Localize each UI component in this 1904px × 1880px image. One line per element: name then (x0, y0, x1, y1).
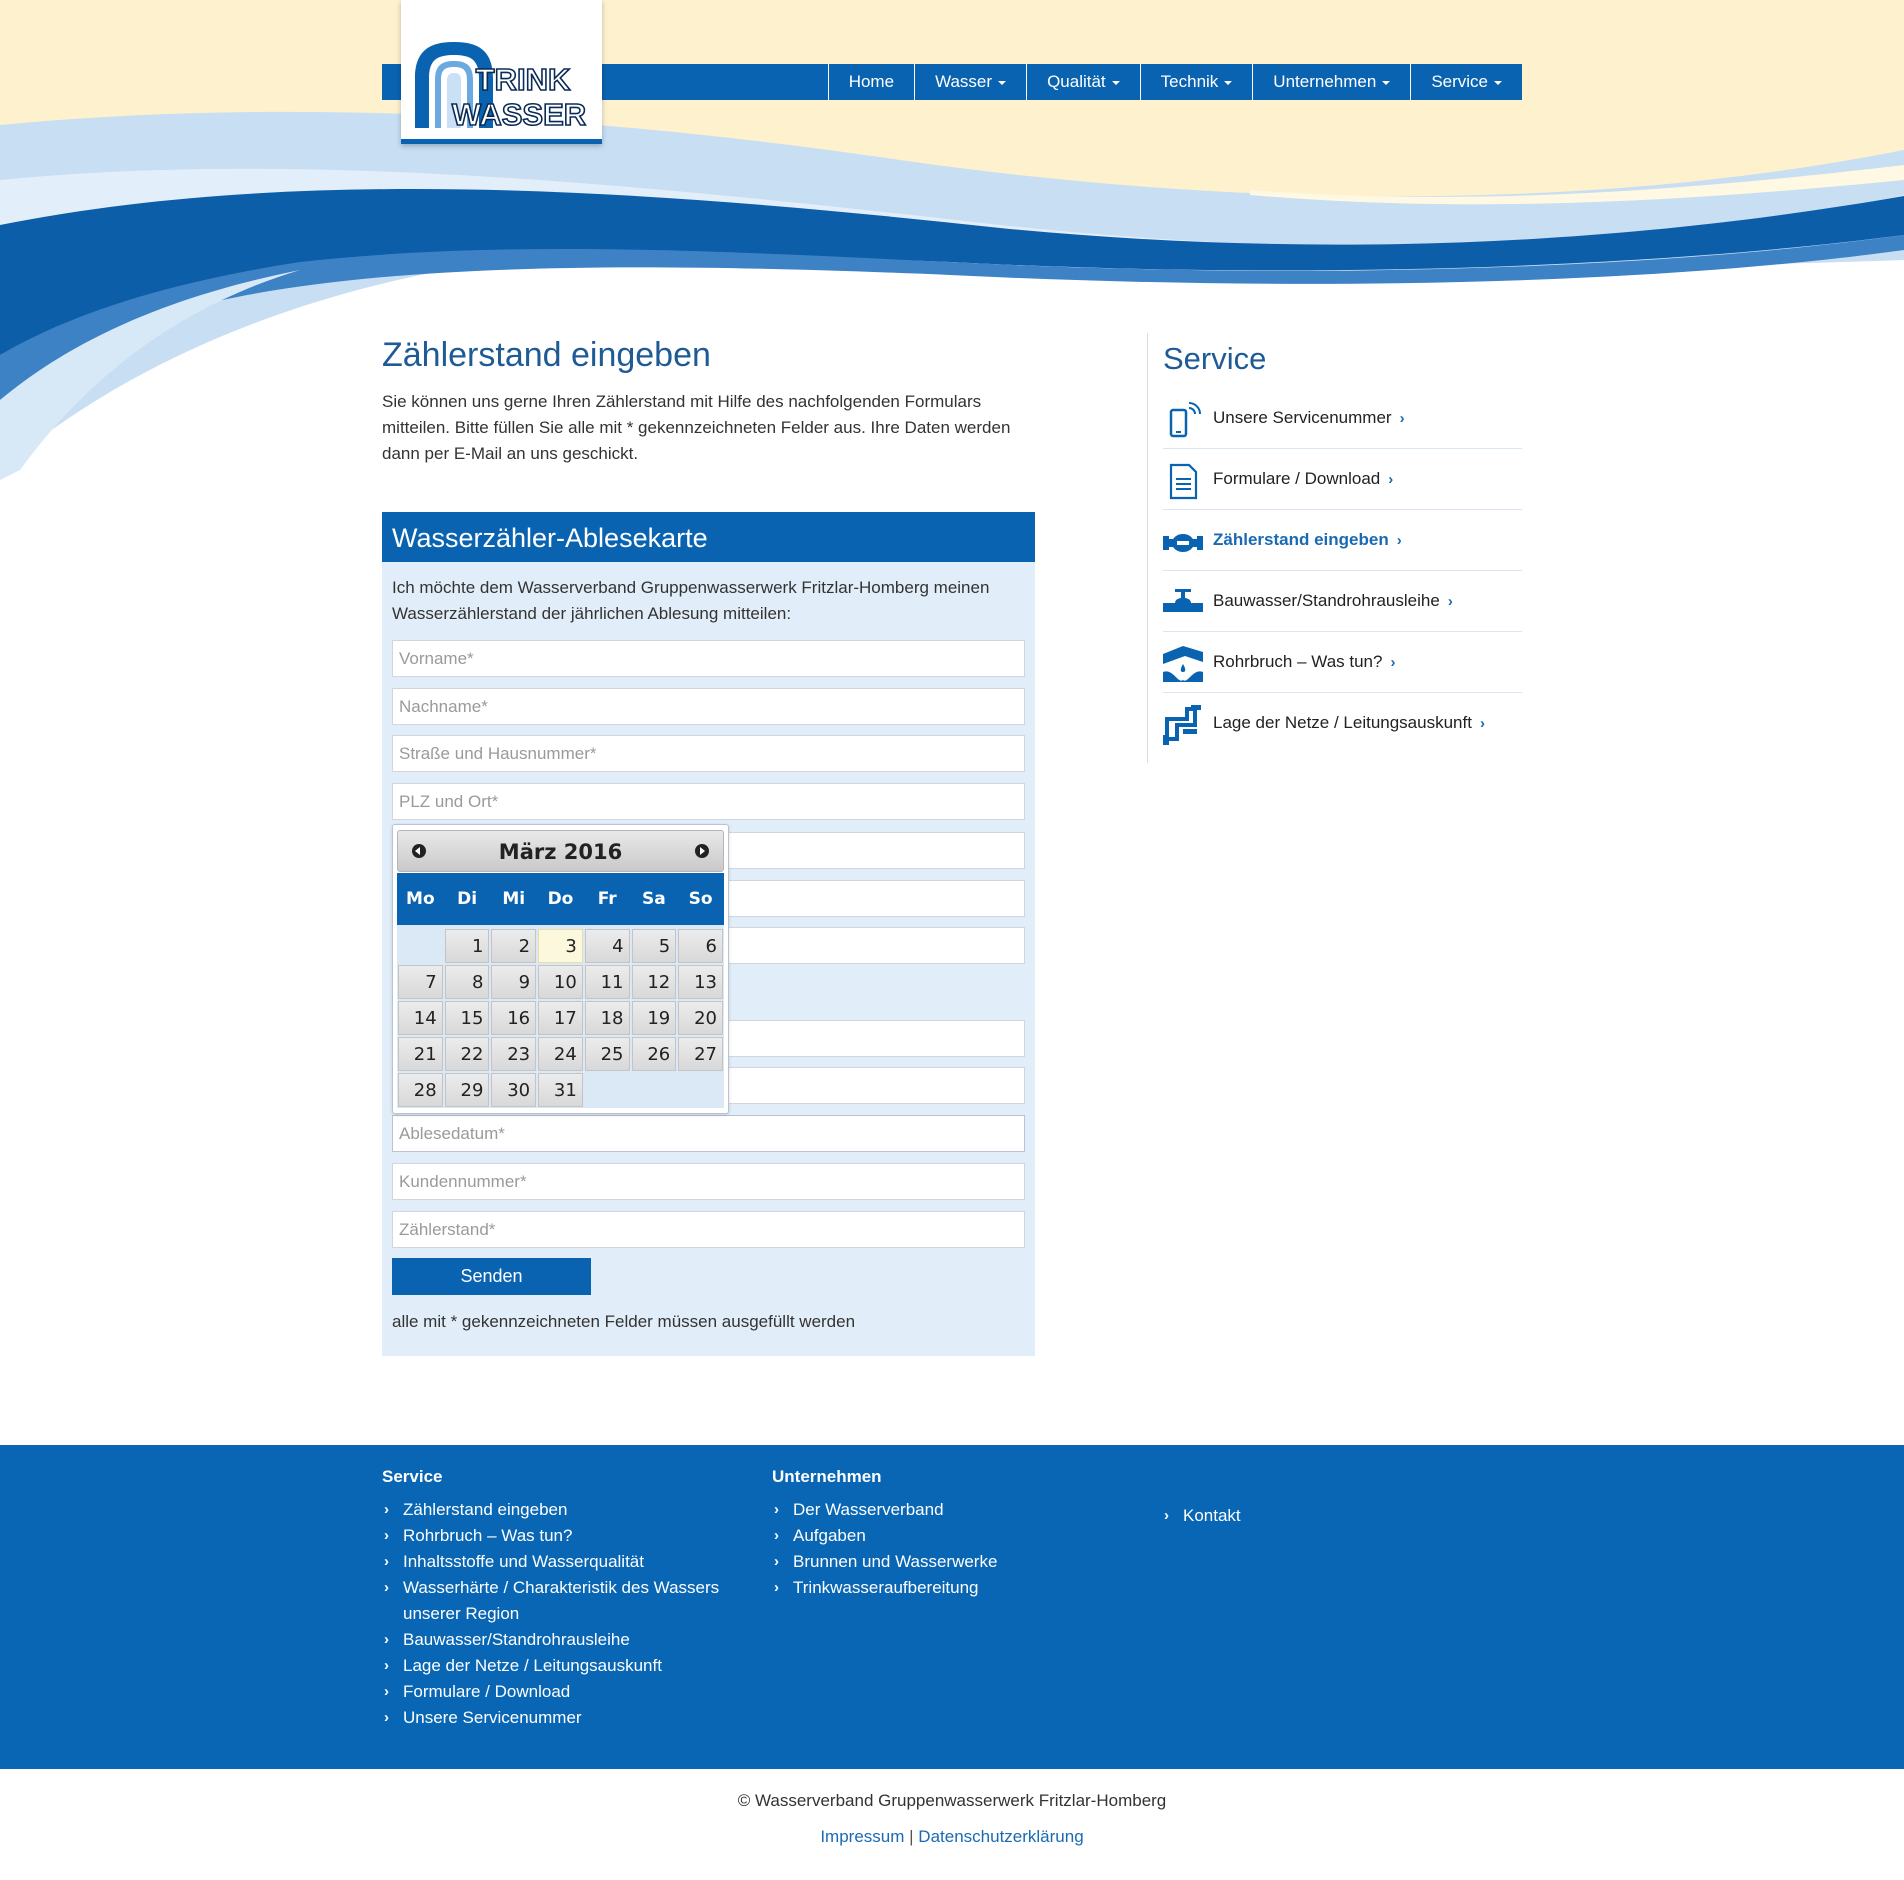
datepicker-header (397, 830, 724, 872)
footer-link[interactable] (772, 1549, 1132, 1575)
footer-link[interactable] (772, 1575, 1132, 1601)
weekday-header: Sa (631, 873, 678, 925)
calendar-cell (490, 925, 537, 964)
sidebar-item-formulare[interactable] (1163, 449, 1522, 510)
plz-ort-field[interactable] (392, 783, 1025, 820)
calendar-day[interactable]: 11 (585, 965, 630, 999)
footer-links-service (382, 1497, 742, 1731)
next-month-icon[interactable] (695, 844, 709, 858)
footer-link-label: Lage der Netze / Leitungsauskunft (403, 1656, 662, 1675)
site-logo[interactable] (401, 0, 602, 144)
calendar-day[interactable]: 14 (398, 1001, 443, 1035)
calendar-day[interactable]: 2 (491, 929, 536, 963)
footer-link[interactable] (382, 1549, 742, 1575)
calendar-day[interactable]: 19 (632, 1001, 677, 1035)
footer (0, 1445, 1904, 1769)
calendar-cell (397, 925, 444, 964)
nav-item-unternehmen[interactable] (1252, 64, 1410, 100)
caret-down-icon (1224, 81, 1232, 85)
sidebar-title: Service (1163, 341, 1267, 376)
legal-links (0, 1827, 1904, 1847)
calendar-cell (677, 964, 724, 1000)
calendar-day[interactable]: 31 (538, 1073, 583, 1107)
sidebar-item-label: Formulare / Download › (1213, 469, 1394, 488)
calendar-day[interactable]: 9 (491, 965, 536, 999)
chevron-right-icon: › (1388, 471, 1394, 488)
calendar-cell (537, 925, 584, 964)
calendar-day[interactable]: 1 (445, 929, 490, 963)
strasse-field[interactable] (392, 735, 1025, 772)
calendar-day[interactable]: 20 (678, 1001, 723, 1035)
calendar-cell (444, 964, 491, 1000)
legal-separator: | (909, 1827, 914, 1846)
phone-icon (1163, 400, 1203, 440)
chevron-right-icon: › (774, 1579, 779, 1596)
caret-down-icon (1494, 81, 1502, 85)
nav-label: Home (848, 72, 895, 91)
calendar-day[interactable]: 7 (398, 965, 443, 999)
send-button[interactable]: Senden (392, 1258, 591, 1295)
calendar-cell (397, 964, 444, 1000)
footer-link-label: Der Wasserverband (793, 1500, 944, 1519)
calendar-cell (490, 964, 537, 1000)
calendar-cell (397, 1000, 444, 1036)
chevron-right-icon: › (1399, 410, 1405, 427)
calendar-cell (584, 925, 631, 964)
calendar-cell (444, 1000, 491, 1036)
footer-link-label: Kontakt (1183, 1506, 1241, 1525)
calendar-cell (397, 1036, 444, 1072)
calendar-day[interactable]: 6 (678, 929, 723, 963)
footer-link-label: Wasserhärte / Charakteristik des Wassers unserer Region (403, 1578, 720, 1623)
footer-link[interactable] (382, 1497, 742, 1523)
nav-item-home[interactable] (828, 64, 914, 100)
calendar-cell (444, 925, 491, 964)
footer-link-label: Rohrbruch – Was tun? (403, 1526, 573, 1545)
chevron-right-icon: › (384, 1527, 389, 1544)
chevron-right-icon: › (384, 1683, 389, 1700)
caret-down-icon (998, 81, 1006, 85)
datepicker-calendar (397, 873, 724, 1108)
required-note: alle mit * gekennzeichneten Felder müssen ausgefüllt werden (392, 1312, 856, 1331)
caret-down-icon (1112, 81, 1120, 85)
calendar-day[interactable]: 5 (632, 929, 677, 963)
calendar-cell (537, 1000, 584, 1036)
chevron-right-icon: › (774, 1501, 779, 1518)
calendar-day[interactable]: 8 (445, 965, 490, 999)
footer-link-label: Brunnen und Wasserwerke (793, 1552, 998, 1571)
calendar-cell (631, 964, 678, 1000)
nav-item-technik[interactable] (1140, 64, 1253, 100)
nav-label: Wasser (935, 72, 993, 91)
sidebar-item-zaehlerstand[interactable] (1163, 510, 1522, 571)
sidebar-item-netze[interactable] (1163, 693, 1522, 754)
copyright-text: © Wasserverband Gruppenwasserwerk Fritzlar-Homberg (737, 1791, 1167, 1810)
chevron-right-icon: › (384, 1501, 389, 1518)
kundennummer-field[interactable] (392, 1163, 1025, 1200)
nav-items (828, 64, 1522, 100)
calendar-day[interactable]: 29 (445, 1073, 490, 1107)
sidebar-item-bauwasser[interactable] (1163, 571, 1522, 632)
sidebar-nav (1163, 388, 1522, 754)
calendar-day[interactable]: 28 (398, 1073, 443, 1107)
footer-link[interactable] (382, 1705, 742, 1731)
calendar-cell (584, 1000, 631, 1036)
sidebar-divider (1147, 333, 1148, 763)
sidebar-item-label: Rohrbruch – Was tun? › (1213, 652, 1396, 671)
sidebar-item-label: Unsere Servicenummer › (1213, 408, 1405, 427)
calendar-day[interactable]: 22 (445, 1037, 490, 1071)
sidebar-item-servicenummer[interactable] (1163, 388, 1522, 449)
calendar-cell (631, 1036, 678, 1072)
calendar-day[interactable]: 18 (585, 1001, 630, 1035)
sidebar-item-label: Bauwasser/Standrohrausleihe › (1213, 591, 1453, 610)
calendar-day[interactable]: 26 (632, 1037, 677, 1071)
footer-link-label: Zählerstand eingeben (403, 1500, 568, 1519)
intro-text: Sie können uns gerne Ihren Zählerstand mit Hilfe des nachfolgenden Formulars mitteilen. Bitte füllen Sie alle mit * gekennzeichneten Felder aus. Ihre Daten werden dann per E-Mail an uns geschickt. (382, 392, 1011, 463)
form-heading: Wasserzähler-Ablesekarte (382, 512, 1035, 562)
zaehlerstand-field[interactable] (392, 1211, 1025, 1248)
calendar-cell (490, 1000, 537, 1036)
nachname-field[interactable] (392, 688, 1025, 725)
chevron-right-icon: › (1479, 715, 1485, 732)
calendar-cell (584, 1072, 631, 1108)
calendar-cell (537, 1036, 584, 1072)
calendar-day[interactable]: 30 (491, 1073, 536, 1107)
trinkwasser-logo-icon (409, 38, 595, 130)
calendar-week-row (397, 925, 724, 964)
footer-link-label: Unsere Servicenummer (403, 1708, 582, 1727)
weekday-row (397, 873, 724, 925)
footer-link[interactable] (382, 1653, 742, 1679)
datenschutz-link[interactable]: Datenschutzerklärung (918, 1827, 1084, 1846)
footer-col-title: Service (382, 1467, 443, 1486)
calendar-cell (677, 1072, 724, 1108)
footer-links-kontakt (1162, 1503, 1462, 1529)
calendar-day[interactable]: 12 (632, 965, 677, 999)
footer-link[interactable] (382, 1627, 742, 1653)
footer-link-label: Inhaltsstoffe und Wasserqualität (403, 1552, 644, 1571)
chevron-right-icon: › (1396, 532, 1402, 549)
vorname-field[interactable] (392, 640, 1025, 677)
calendar-week-row (397, 964, 724, 1000)
calendar-day[interactable]: 10 (538, 965, 583, 999)
nav-item-wasser[interactable] (914, 64, 1026, 100)
sidebar-item-label: Lage der Netze / Leitungsauskunft › (1213, 713, 1485, 732)
nav-label: Qualität (1047, 72, 1106, 91)
datepicker-popup (392, 824, 729, 1114)
calendar-cell (397, 1072, 444, 1108)
weekday-header: Di (444, 873, 491, 925)
form-description: Ich möchte dem Wasserverband Gruppenwasserwerk Fritzlar-Homberg meinen Wasserzählerstand der jährlichen Ablesung mitteilen: (392, 578, 990, 623)
calendar-day[interactable]: 13 (678, 965, 723, 999)
chevron-right-icon: › (384, 1709, 389, 1726)
calendar-day[interactable]: 4 (585, 929, 630, 963)
pipe-network-icon (1163, 705, 1203, 745)
footer-links-unternehmen (772, 1497, 1132, 1601)
chevron-right-icon: › (774, 1527, 779, 1544)
chevron-right-icon: › (1390, 654, 1396, 671)
faucet-icon (1163, 583, 1203, 623)
calendar-body (397, 925, 724, 1108)
footer-link[interactable] (382, 1679, 742, 1705)
calendar-day[interactable]: 21 (398, 1037, 443, 1071)
sidebar-item-rohrbruch[interactable] (1163, 632, 1522, 693)
footer-col-kontakt (1162, 1503, 1462, 1529)
calendar-cell (631, 1072, 678, 1108)
water-meter-icon (1163, 522, 1203, 562)
chevron-right-icon: › (384, 1579, 389, 1596)
calendar-cell (677, 1036, 724, 1072)
calendar-day[interactable]: 23 (491, 1037, 536, 1071)
footer-link[interactable] (382, 1523, 742, 1549)
chevron-right-icon: › (1447, 593, 1453, 610)
calendar-cell (537, 964, 584, 1000)
calendar-cell (444, 1036, 491, 1072)
impressum-link[interactable]: Impressum (820, 1827, 905, 1846)
document-icon (1163, 461, 1203, 501)
weekday-header: Do (537, 873, 584, 925)
calendar-day[interactable]: 15 (445, 1001, 490, 1035)
footer-link[interactable] (382, 1575, 742, 1627)
nav-item-qualitaet[interactable] (1026, 64, 1140, 100)
calendar-week-row (397, 1000, 724, 1036)
nav-item-service[interactable] (1410, 64, 1522, 100)
weekday-header: So (677, 873, 724, 925)
footer-link-label: Trinkwasseraufbereitung (793, 1578, 979, 1597)
footer-link-label: Formulare / Download (403, 1682, 571, 1701)
chevron-right-icon: › (384, 1553, 389, 1570)
calendar-cell (444, 1072, 491, 1108)
calendar-cell (677, 1000, 724, 1036)
footer-link-label: Aufgaben (793, 1526, 866, 1545)
calendar-cell (584, 964, 631, 1000)
calendar-week-row (397, 1072, 724, 1108)
calendar-week-row (397, 1036, 724, 1072)
page-title: Zählerstand eingeben (382, 336, 711, 374)
footer-link[interactable] (772, 1523, 1132, 1549)
ablesedatum-field[interactable] (392, 1115, 1025, 1152)
calendar-cell (537, 1072, 584, 1108)
weekday-header: Mo (397, 873, 444, 925)
chevron-right-icon: › (384, 1631, 389, 1648)
footer-col-unternehmen (772, 1467, 1132, 1601)
datepicker-month-title: März 2016 (498, 840, 623, 864)
calendar-day[interactable]: 25 (585, 1037, 630, 1071)
calendar-day[interactable]: 17 (538, 1001, 583, 1035)
calendar-day[interactable]: 24 (538, 1037, 583, 1071)
calendar-cell (490, 1072, 537, 1108)
weekday-header: Fr (584, 873, 631, 925)
chevron-right-icon: › (774, 1553, 779, 1570)
calendar-cell (490, 1036, 537, 1072)
footer-link-label: Bauwasser/Standrohrausleihe (403, 1630, 630, 1649)
weekday-header: Mi (490, 873, 537, 925)
calendar-cell (631, 1000, 678, 1036)
calendar-cell (584, 1036, 631, 1072)
pipe-burst-icon (1163, 644, 1203, 684)
calendar-day[interactable]: 27 (678, 1037, 723, 1071)
sidebar-item-label: Zählerstand eingeben › (1213, 530, 1402, 549)
footer-link[interactable] (772, 1497, 1132, 1523)
nav-label: Service (1431, 72, 1488, 91)
footer-link[interactable] (1162, 1503, 1462, 1529)
logo-text-wasser: WASSER (451, 97, 587, 130)
caret-down-icon (1382, 81, 1390, 85)
footer-col-service (382, 1467, 742, 1731)
chevron-right-icon: › (1164, 1507, 1169, 1524)
calendar-day-today[interactable]: 3 (538, 929, 583, 963)
nav-label: Technik (1160, 72, 1219, 91)
nav-label: Unternehmen (1273, 72, 1377, 91)
chevron-right-icon: › (384, 1657, 389, 1674)
calendar-cell (631, 925, 678, 964)
footer-col-title: Unternehmen (772, 1467, 882, 1486)
logo-text-trink: TRINK (475, 62, 571, 97)
calendar-day[interactable]: 16 (491, 1001, 536, 1035)
calendar-cell (677, 925, 724, 964)
